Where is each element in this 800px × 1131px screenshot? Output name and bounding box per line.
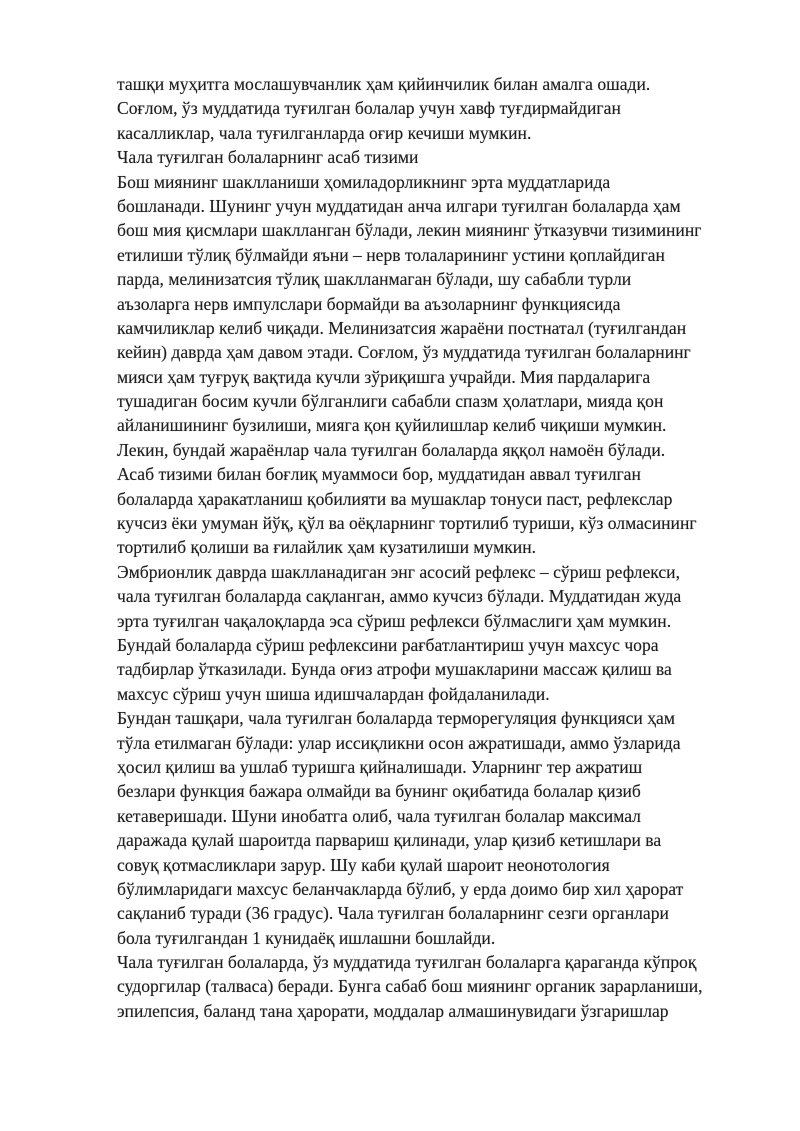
text-line: Бундай болаларда сўриш рефлексини рағбатлантириш учун махсус чора	[117, 634, 659, 655]
text-line: аъзоларга нерв импулслари бормайди ва аъзоларнинг функциясида	[117, 293, 621, 314]
text-line: эпилепсия, баланд тана ҳарорати, моддалар алмашинувидаги ўзгаришлар	[117, 1000, 669, 1021]
text-line: кучсиз ёки умуман йўқ, қўл ва оёқларнинг тортилиб туриши, кўз олмасининг	[117, 513, 697, 534]
text-line: чала туғилган болаларда сақланган, аммо кучсиз бўлади. Муддатидан жуда	[117, 586, 682, 607]
text-line: кейин) даврда ҳам давом этади. Соғлом, ўз муддатида туғилган болаларнинг	[117, 342, 691, 363]
text-line: касалликлар, чала туғилганларда оғир кечиши мумкин.	[117, 122, 532, 143]
text-line: Чала туғилган болаларда, ўз муддатида туғилган болаларга қараганда кўпроқ	[117, 952, 697, 973]
text-line: сақланиб туради (36 градус). Чала туғилган болаларнинг сезги органлари	[117, 903, 669, 924]
text-line: совуқ қотмасликлари зарур. Шу каби қулай шароит неонотология	[117, 854, 610, 875]
text-line: махсус сўриш учун шиша идишчалардан фойдаланилади.	[117, 683, 550, 704]
text-line: камчиликлар келиб чиқади. Мелинизатсия жараёни постнатал (туғилгандан	[117, 317, 687, 338]
text-line: Эмбрионлик даврда шаклланадиган энг асосий рефлекс – сўриш рефлекси,	[117, 561, 680, 582]
text-line: бўлимларидаги махсус беланчакларда бўлиб, у ерда доимо бир хил ҳарорат	[117, 878, 684, 899]
text-line: Бош миянинг шаклланиши ҳомиладорликнинг эрта муддатларида	[117, 171, 611, 192]
text-line: бош мия қисмлари шаклланган бўлади, лекин миянинг ўтказувчи тизимининг	[117, 220, 702, 241]
text-line: безлари функция бажара олмайди ва бунинг оқибатида болалар қизиб	[117, 781, 641, 802]
text-line: етилиши тўлиқ бўлмайди яъни – нерв толаларининг устини қоплайдиган	[117, 244, 665, 265]
text-line: болаларда ҳаракатланиш қобилияти ва мушаклар тонуси паст, рефлекслар	[117, 488, 673, 509]
text-line: тўла етилмаган бўлади: улар иссиқликни осон ажратишади, аммо ўзларида	[117, 732, 681, 753]
text-line: судоргилар (талваса) беради. Бунга сабаб бош миянинг органик зарарланиши,	[117, 976, 703, 997]
text-line: Соғлом, ўз муддатида туғилган болалар учун хавф туғдирмайдиган	[117, 98, 621, 119]
document-page	[117, 72, 757, 1023]
text-line: кетаверишади. Шуни инобатга олиб, чала туғилган болалар максимал	[117, 805, 641, 826]
text-line: бола туғилгандан 1 кунидаёқ ишлашни бошлайди.	[117, 927, 496, 948]
text-line: тадбирлар ўтказилади. Бунда оғиз атрофи мушакларини массаж қилиш ва	[117, 659, 672, 680]
section-heading: Чала туғилган болаларнинг асаб тизими	[117, 147, 419, 168]
text-line: Асаб тизими билан боғлиқ муаммоси бор, муддатидан аввал туғилган	[117, 464, 641, 485]
text-line: мияси ҳам туғруқ вақтида кучли зўриқишга учрайди. Мия пардаларига	[117, 366, 651, 387]
text-line: айланишининг бузилиши, мияга қон қуйилишлар келиб чиқиши мумкин.	[117, 415, 667, 436]
text-line: ташқи муҳитга мослашувчанлик ҳам қийинчилик билан амалга ошади.	[117, 74, 651, 94]
text-line: парда, мелинизатсия тўлиқ шаклланмаган бўлади, шу сабабли турли	[117, 269, 632, 290]
text-line: Лекин, бундай жараёнлар чала туғилган болаларда яққол намоён бўлади.	[117, 439, 666, 460]
text-line: Бундан ташқари, чала туғилган болаларда терморегуляция функцияси ҳам	[117, 708, 675, 729]
text-line: тушадиган босим кучли бўлганлиги сабабли спазм ҳолатлари, мияда қон	[117, 391, 664, 412]
text-line: бошланади. Шунинг учун муддатидан анча илгари туғилган болаларда ҳам	[117, 195, 681, 216]
text-line: тортилиб қолиши ва ғилайлик ҳам кузатилиши мумкин.	[117, 537, 537, 558]
text-line: ҳосил қилиш ва ушлаб туришга қийналишади. Уларнинг тер ажратиш	[117, 756, 643, 777]
text-line: даражада қулай шароитда парвариш қилинади, улар қизиб кетишлари ва	[117, 830, 662, 851]
text-line: эрта туғилган чақалоқларда эса сўриш рефлекси бўлмаслиги ҳам мумкин.	[117, 610, 672, 631]
